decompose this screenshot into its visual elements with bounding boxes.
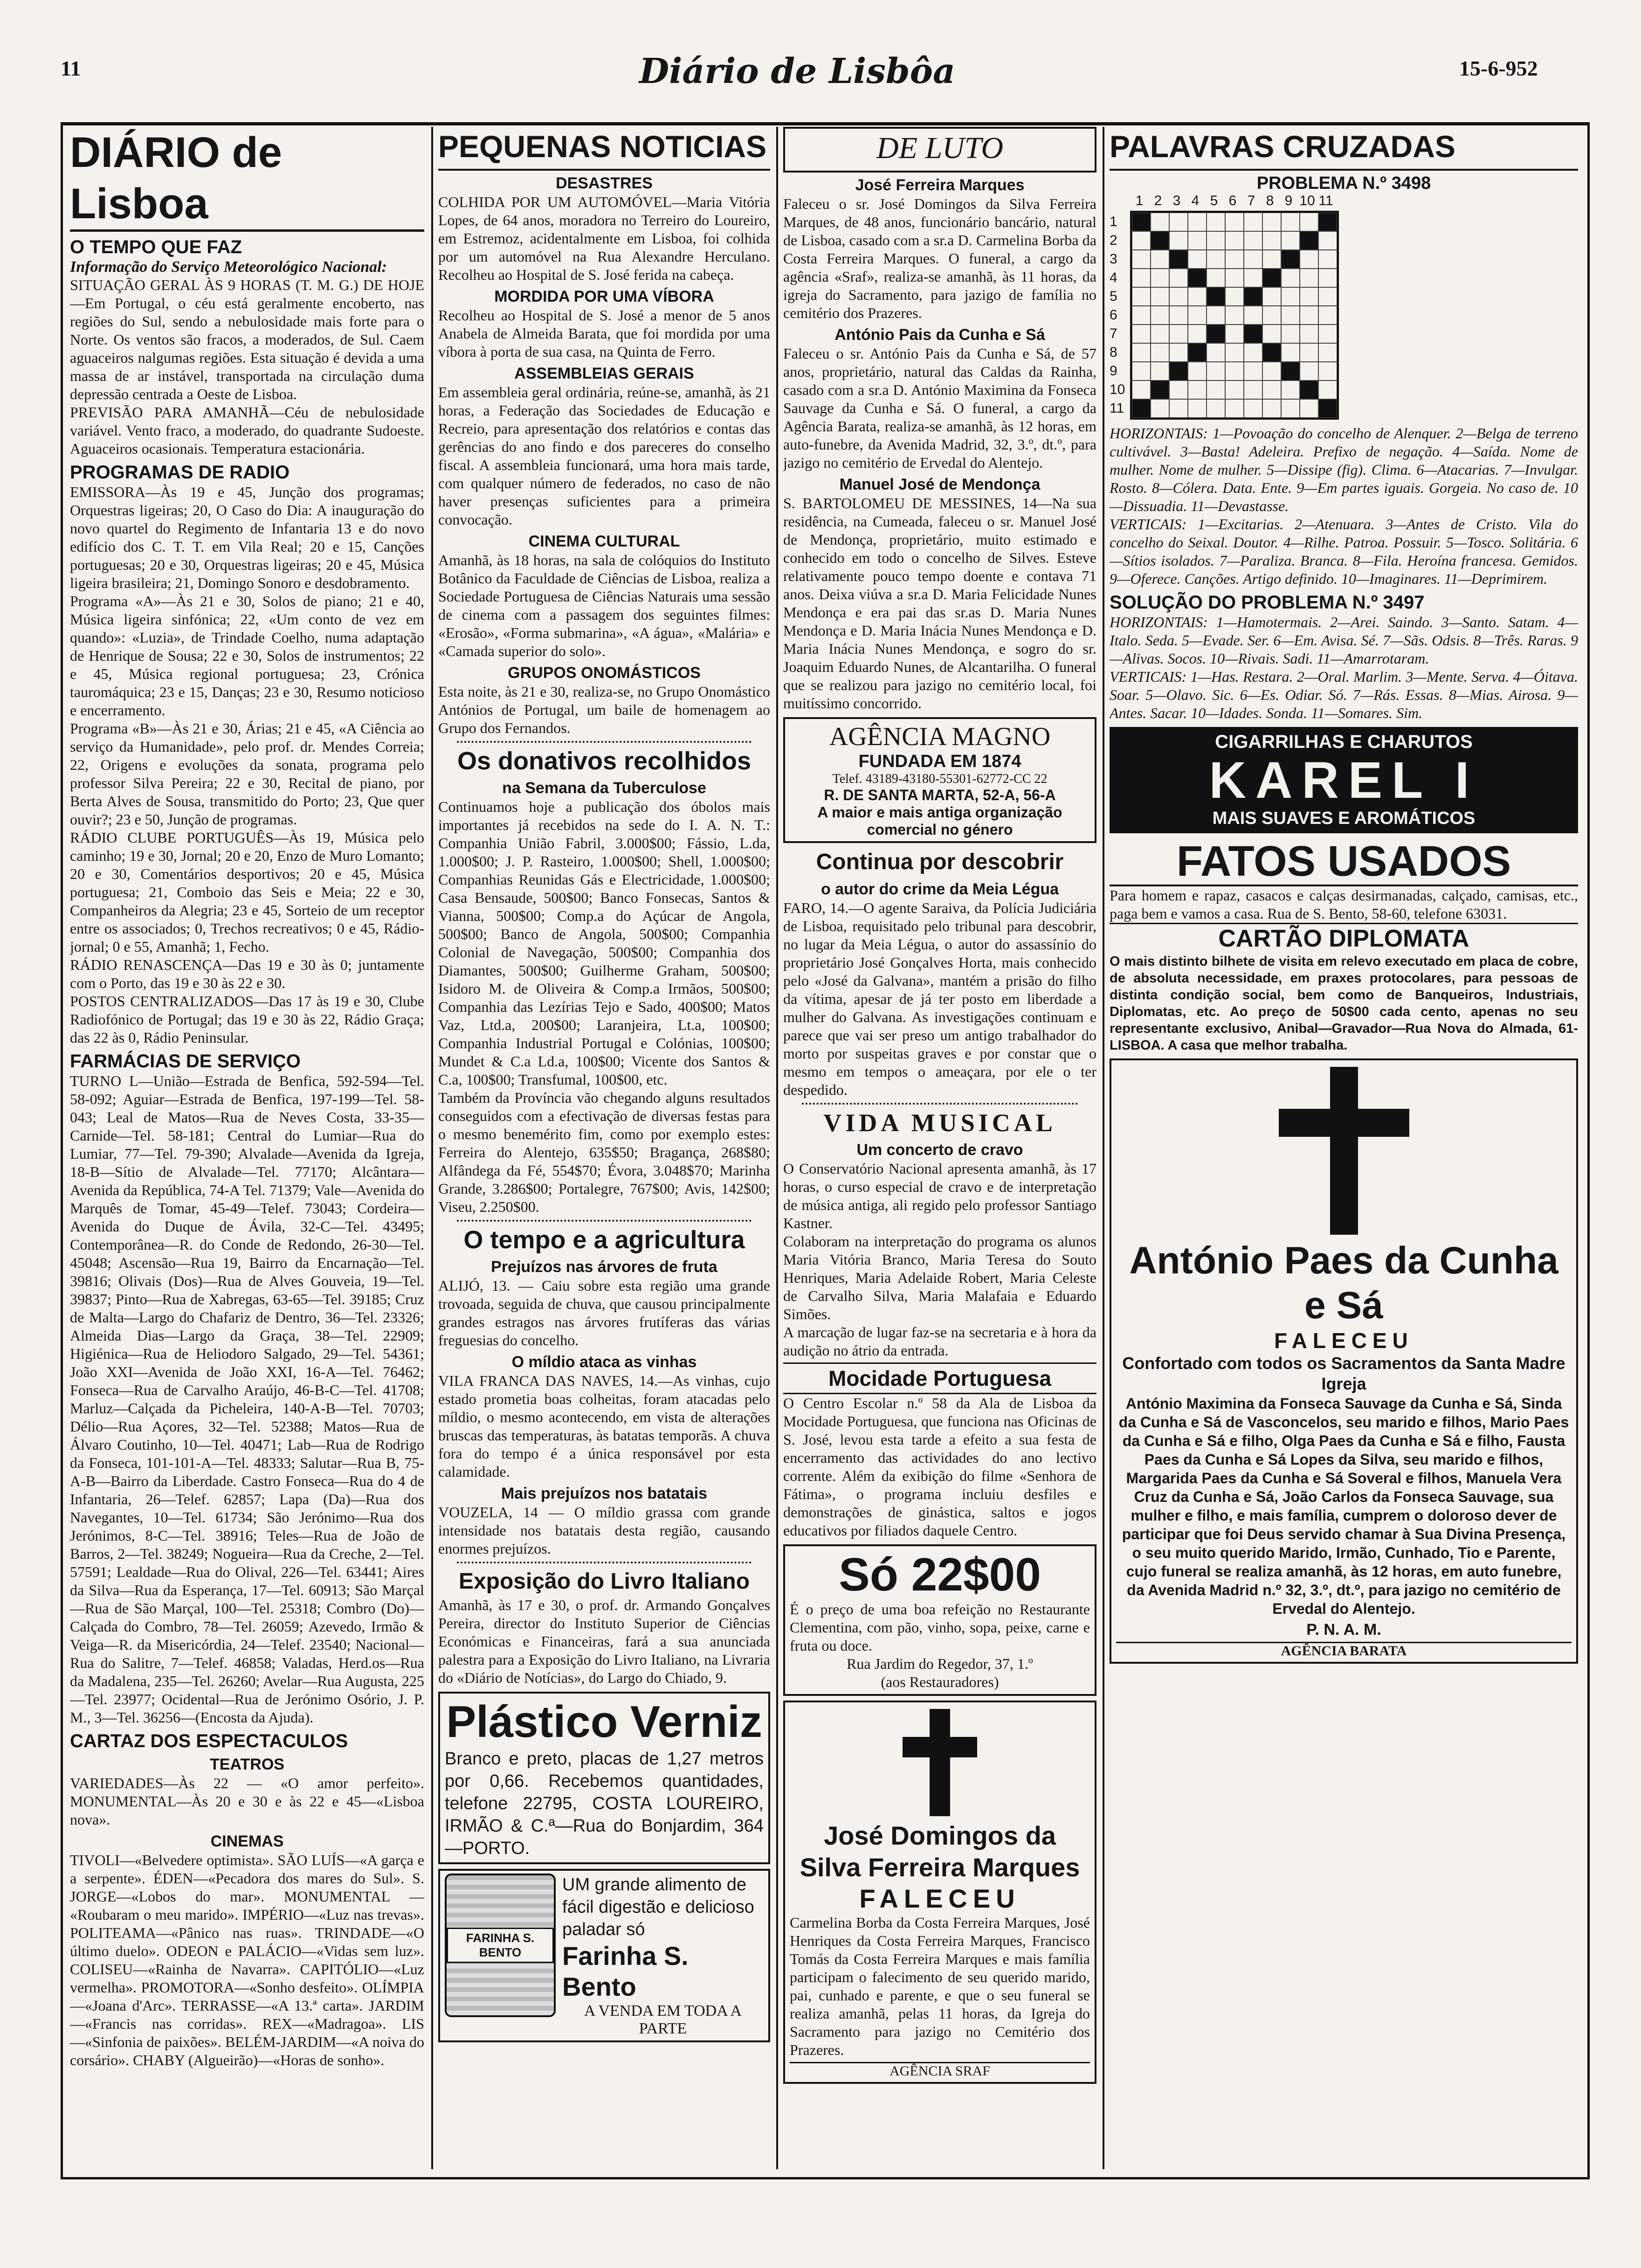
crossword-cell (1207, 325, 1225, 343)
crossword-row-number: 11 (1110, 401, 1124, 416)
crossword-cell (1318, 380, 1337, 399)
crossword-cell (1225, 399, 1244, 418)
crossword-cell (1262, 213, 1281, 231)
vibora-title: MORDIDA POR UMA VÍBORA (494, 288, 714, 305)
crossword-cell (1151, 306, 1169, 325)
assembleias-title: ASSEMBLEIAS GERAIS (514, 365, 694, 382)
crossword-cell (1132, 325, 1151, 343)
crossword-cell (1132, 250, 1151, 269)
crossword-cell (1188, 231, 1207, 250)
masthead: Diário de Lisbôa (639, 51, 955, 91)
crossword-cell (1188, 380, 1207, 399)
crossword-cell (1225, 343, 1244, 362)
crossword-cell (1188, 213, 1207, 231)
crossword-cell (1300, 269, 1318, 287)
crossword-row-number: 6 (1110, 307, 1117, 323)
crossword-cell (1318, 269, 1337, 287)
crossword-col-number: 7 (1247, 193, 1255, 208)
assembleias-text: Em assembleia geral ordinária, reúne-se, amanhã, às 21 horas, a Federação das Sociedades de Educação e Recreio, para apresentação dos relatórios e contas das gerências do ano findo e dos pareceres do conselho fiscal. A assembleia funcionará, uma hora mais tarde, com qualquer número de federados, no caso de não haver presenças suficientes para a primeira convocação. (438, 384, 770, 528)
crossword-cell (1151, 269, 1169, 287)
radio-renascenca: RÁDIO RENASCENÇA—Das 19 e 30 às 0; juntamente com o Porto, das 19 e 30 às 22 e 30. (70, 956, 424, 991)
crossword-cell (1318, 250, 1337, 269)
farinha-ad (438, 1869, 770, 2042)
divider (457, 741, 752, 743)
crossword-cell (1169, 380, 1188, 399)
solucao-verticais: VERTICAIS: 1—Has. Restara. 2—Oral. Marlim. 3—Mente. Serva. 4—Óitava. Soar. 5—Olavo. Sic. 6—Es. Odiar. Só. 7—Rás. Essas. 8—Mias. Airosa. 9—Antes. Sacar. 10—Idades. Sonda. 11—Somares. Sim. (1110, 668, 1578, 721)
funeral-agency: AGÊNCIA SRAF (790, 2062, 1090, 2079)
obit-text-1: Faleceu o sr. José Domingos da Silva Ferreira Marques, de 48 anos, funcionário bancário, natural de Lisboa, casado com a sr.a D. Carmelina Borba da Costa Ferreira Marques. O funeral, a cargo da agência «Sraf», realiza-se amanhã, às 11 horas, da igreja do Sacramento, para jazigo de família no cemitério dos Prazeres. (783, 195, 1096, 321)
crossword-cell (1300, 362, 1318, 380)
grupos-text: Esta noite, às 21 e 30, realiza-se, no Grupo Onomástico Antónios de Portugal, um baile de homenagem ao Grupo dos Fernandos. (438, 683, 770, 736)
crossword-cell (1207, 213, 1225, 231)
vibora-text: Recolheu ao Hospital de S. José a menor de 5 anos Anabela de Almeida Barata, que foi mordida por uma víbora à porta de sua casa, na Quinta de Ferro. (438, 307, 770, 360)
karel-name: KAREL I (1209, 752, 1479, 809)
vida-musical-p1: O Conservatório Nacional apresenta amanhã, às 17 horas, o curso especial de cravo e de interpretação de música antiga, ali regido pelo professor Santiago Kastner. (783, 1160, 1096, 1231)
crossword-cell (1169, 269, 1188, 287)
crossword-cell (1207, 231, 1225, 250)
crossword-col-number: 1 (1135, 193, 1144, 208)
crossword-cell (1151, 325, 1169, 343)
crossword-cell (1132, 343, 1151, 362)
magno-address: R. DE SANTA MARTA, 52-A, 56-A (824, 787, 1056, 803)
crossword-cell (1281, 380, 1300, 399)
crossword-cell (1132, 213, 1151, 231)
crossword-cell (1262, 380, 1281, 399)
crossword-cell (1188, 399, 1207, 418)
radio-emissora: EMISSORA—Às 19 e 45, Junção dos programas; Orquestras ligeiras; 20, O Caso do Dia: A inauguração do novo quartel do Regimento de Infantaria 13 e do novo edifício dos C. T. T. em Vila Real; 20 e 15, Canções portuguesas; 20 e 30, Orquestras ligeiras; 20 e 45, Música ligeira brasileira; 21, Domingo Sonoro e desdobramento. (70, 484, 424, 591)
teatros-title: TEATROS (210, 1756, 284, 1773)
crossword-col-number: 6 (1228, 193, 1237, 208)
crossword-cell (1151, 362, 1169, 380)
crossword-row-number: 1 (1110, 214, 1117, 229)
crossword-cell (1244, 343, 1262, 362)
meia-legua-subtitle: o autor do crime da Meia Légua (820, 880, 1059, 898)
crossword-row-number: 3 (1110, 251, 1117, 267)
tempo-subtitle: Informação do Serviço Meteorológico Nacional: (70, 258, 387, 276)
karel-top: CIGARRILHAS E CHARUTOS (1215, 732, 1473, 752)
crossword-cell (1132, 306, 1151, 325)
crossword-cell (1281, 399, 1300, 418)
crossword-cell (1244, 380, 1262, 399)
donativos-title: Os donativos recolhidos (457, 747, 752, 775)
farmacias-list: TURNO L—União—Estrada de Benfica, 592-594—Tel. 58-092; Aguiar—Estrada de Benfica, 197-199—Tel. 58-043; Leal de Matos—Rua de Neves Costa, 33-35—Carnide—Tel. 58-181; Central do Lumiar—Rua do Lumiar, 77—Tel. 79-390; Alvalade—Avenida da Igreja, 18-B—Sítio de Alvalade—Tel. 77170; Alcântara—Avenida da República, 74-A Tel. 71379; Vale—Avenida do Marquês de Tomar, 45-49—Telef. 73043; Cordeira—Avenida do Duque de Ávila, 32-C—Tel. 43495; Contemporânea—R. do Conde de Redondo, 26-30—Tel. 45048; Ascensão—Rua 19, Bairro da Encarnação—Tel. 39816; Olivais (Dos)—Rua de Alves Gouveia, 19—Tel. 39837; Pinto—Rua de Xabregas, 63-65—Tel. 39185; Cruz de Malta—Largo do Chafariz de Dentro, 36—Tel. 23326; Almeida Dias—Largo da Graça, 38—Tel. 22909; Higiénica—Rua de Heliodoro Salgado, 29—Tel. 54361; João XXI—Avenida de João XXI, 16-A—Tel. 76462; Fonseca—Rua de Carvalho Araújo, 46-B-C—Tel. 41708; Marluz—Calçada da Picheleira, 140-A-B—Tel. 70703; Délio—Rua Açores, 32—Tel. 52388; Matos—Rua de Álvaro Coutinho, 10—Tel. 40471; Lab—Rua de Rodrigo da Fonseca, 101-101-A—Tel. 48333; Salutar—Rua B, 75-A-B—Bairro da Liberdade. Castro Fonseca—Rua do 4 de Infantaria, 26—Telef. 62857; Lapa (Da)—Rua dos Navegantes, 10—Tel. 61734; São Jerónimo—Rua dos Jerónimos, 8-C—Tel. 38916; Teles—Rua de João de Barros, 2—Tel. 38249; Nogueira—Rua da Creche, 2—Tel. 57591; Lealdade—Rua do Olival, 226—Tel. 63441; Aires da Silva—Rua da Esperança, 17—Tel. 60913; São Marçal—Rua de São Marçal, 100—Tel. 25318; Combro (Do)—Calçada do Combro, 78—Tel. 26059; Azevedo, Irmão & Veiga—R. da Misericórdia, 24—Telef. 23540; Nacional—Rua do Salitre, 7—Telef. 46858; Valadas, Herd.os—Rua da Madalena, 235—Tel. 26260; Avelar—Rua Augusta, 225—Tel. 23977; Ocidental—Rua de Jerónimo Osório, J. P. M., 3—Tel. 36256—(Encosta da Ajuda). (70, 1072, 424, 1726)
crossword-cell (1225, 269, 1244, 287)
verticais: VERTICAIS: 1—Excitarias. 2—Atenuara. 3—Antes de Cristo. Vila do concelho do Seixal. Doutor. 4—Rilhe. Patroa. Possuir. 5—Tosco. Solitária. 6—Sítios isolados. 7—Paraliza. Branca. 8—Fila. Heroína francesa. Gemidos. 9—Oferece. Canções. Artigo definido. 10—Imaginares. 11—Deprimirem. (1110, 516, 1578, 587)
column-2 (438, 127, 770, 2169)
crossword-cell (1207, 287, 1225, 306)
crossword-cell (1300, 306, 1318, 325)
farinha-can (445, 1874, 556, 2017)
funeral-signature: P. N. A. M. (1306, 1621, 1381, 1639)
crossword-cell (1151, 380, 1169, 399)
crossword-cell (1188, 343, 1207, 362)
palavras-cruzadas-title: PALAVRAS CRUZADAS (1110, 127, 1578, 171)
agricultura-sub2: O míldio ataca as vinhas (511, 1353, 697, 1371)
crossword-cell (1188, 287, 1207, 306)
obit-text-3: S. BARTOLOMEU DE MESSINES, 14—Na sua residência, na Cumeada, faleceu o sr. Manuel José de Mendonça, proprietário, muito estimado e conhecido em todo o concelho de Silves. Esteve relativamente pouco tempo doente e contava 71 anos. Deixa viúva a sr.a D. Maria Felicidade Nunes Mendonça e era pai das sr.as D. Maria Nunes Mendonça e D. Maria Inácia Nunes Mendonça e D. Maria Inácia Nunes Mendonça, e sogro do sr. Joaquim Eduardo Nunes, de Alcantarilha. O funeral que se realizou para jazigo no cemitério local, foi muitíssimo concorrido. (783, 495, 1096, 712)
grupos-title: GRUPOS ONOMÁSTICOS (508, 664, 701, 682)
column-divider (776, 127, 778, 2169)
crossword-cell (1262, 287, 1281, 306)
crossword-cell (1188, 306, 1207, 325)
magno-ad (783, 717, 1096, 843)
crossword-cell (1300, 231, 1318, 250)
crossword-cell (1207, 306, 1225, 325)
de-luto-title: DE LUTO (783, 127, 1096, 173)
vida-musical-subtitle: Um concerto de cravo (856, 1141, 1023, 1159)
magno-phones: Telef. 43189-43180-55301-62772-CC 22 (832, 772, 1048, 786)
crossword-cell (1151, 399, 1169, 418)
crossword-cell (1151, 343, 1169, 362)
crossword-cell (1318, 231, 1337, 250)
crossword-cell (1318, 306, 1337, 325)
donativos-p2: Também da Província vão chegando alguns resultados conseguidos com a efectivação de diversas festas para o mesmo benemérito fim, como por exemplo estes: Ferreira do Alentejo, 635$50; Bragança, 268$80; Alfândega da Fé, 554$70; Évora, 3.048$70; Marinha Grande, 3.286$00; Portalegre, 767$00; Avis, 142$00; Viseu, 2.250$00. (438, 1089, 770, 1215)
crossword-cell (1169, 399, 1188, 418)
crossword-cell (1207, 380, 1225, 399)
crossword-grid (1130, 211, 1339, 420)
funeral-name: António Paes da Cunha e Sá (1129, 1239, 1558, 1327)
cartaz-title: CARTAZ DOS ESPECTACULOS (70, 1731, 348, 1751)
crossword-cell (1281, 287, 1300, 306)
tempo-title: O TEMPO QUE FAZ (70, 237, 242, 257)
plastico-ad (438, 1692, 770, 1864)
crossword-cell (1244, 269, 1262, 287)
crossword-cell (1188, 250, 1207, 269)
crossword-cell (1262, 269, 1281, 287)
obit-name-2: António Pais da Cunha e Sá (834, 326, 1045, 344)
crossword-cell (1188, 325, 1207, 343)
crossword-cell (1281, 343, 1300, 362)
crossword-col-number: 8 (1266, 193, 1274, 208)
crossword-cell (1225, 213, 1244, 231)
crossword-cell (1244, 325, 1262, 343)
crossword-row-numbers (1110, 213, 1128, 424)
cross-icon (1269, 1067, 1419, 1235)
crossword-cell (1225, 231, 1244, 250)
agricultura-p2: VILA FRANCA DAS NAVES, 14.—As vinhas, cujo estado prometia boas colheitas, foram atacadas pelo míldio, o mesmo acontecendo, em vista de alterações bruscas das temperaturas, às batatas temporãs. A chuva fora do tempo é a única responsável por esta calamidade. (438, 1372, 770, 1480)
teatros-list: VARIEDADES—Às 22 — «O amor perfeito». MONUMENTAL—Às 20 e 30 e às 22 e 45—«Lisboa nova». (70, 1775, 424, 1828)
horizontais: HORIZONTAIS: 1—Povoação do concelho de Alenquer. 2—Belga de terreno cultivável. 3—Basta! Adeleira. Prefixo de negação. 4—Saída. Nome de mulher. Nome de mulher. 5—Dissipe (fig). Clima. 6—Atacarias. 7—Invulgar. Rosto. 8—Cólera. Data. Ente. 9—Em partes iguais. Gorgeia. No caso de. 10—Dissuadia. 11—Devastasse. (1110, 425, 1578, 514)
agricultura-title: O tempo e a agricultura (463, 1226, 745, 1254)
cinema-cultural-title: CINEMA CULTURAL (528, 532, 680, 550)
donativos-p1: Continuamos hoje a publicação dos óbolos mais importantes já recebidos na sede do I. A. N. T.: Companhia União Fabril, 3.000$00; Fássio, L.da, 1.000$00; J. P. Rasteiro, 1.000$00; Shell, 1.000$00; Companhias Reunidas Gás e Electricidade, 1.000$00; Casa Bensaude, 500$00; Banco Fonsecas, Santos & Vianna, 500$00; Comp.a do Açúcar de Angola, 500$00; Banco de Angola, 500$00; Companhia Colonial de Navegação, 500$00; Companhia dos Diamantes, 500$00; Guilherme Graham, 500$00; Isidoro M. de Oliveira & Comp.a Irmãos, 500$00; Companhia das Lezírias Tejo e Sado, 400$00; Matos Vaz, Ltd.a, 200$00; Laranjeira, Lt.a, 100$00; Companhia Industrial Portugal e Colónias, 100$00; Mundet & C.a Ld.a, 100$00; Vicente dos Santos & C.a, 100$00; Transfumal, 100$00, etc. (438, 798, 770, 1088)
crossword-cell (1151, 287, 1169, 306)
meia-legua-text: FARO, 14.—O agente Saraiva, da Polícia Judiciária de Lisboa, requisitado pelo tribunal para descobrir, no lugar da Meia Légua, o autor do assassínio do proprietário José Gonçalves Horta, mais conhecido pelo «José da Galvana», mantém a prisão do filho da vítima, apesar de já ter posto em liberdade a mulher do Galvana. As investigações continuam e parece que vai ser preso um antigo trabalhador do morto por suspeitas graves e por constar que o mesmo em tempos o ameaçara, por ele o ter despedido. (783, 899, 1096, 1098)
crossword-cell (1151, 213, 1169, 231)
column-3 (783, 127, 1096, 2169)
karel-ad (1110, 727, 1578, 833)
crossword-col-number: 11 (1318, 193, 1333, 208)
funeral-text: Carmelina Borba da Costa Ferreira Marques, José Henriques da Costa Ferreira Marques, Francisco Tomás da Costa Ferreira Marques e mais família participam o falecimento de seu querido marido, pai, cunhado e parente, e que o seu funeral se realiza amanhã, pelas 11 horas, da Igreja do Sacramento para jazigo no Cemitério dos Prazeres. (790, 1914, 1090, 2058)
crossword-row-number: 9 (1110, 363, 1117, 379)
crossword-cell (1281, 231, 1300, 250)
restaurante-note: (aos Restauradores) (881, 1673, 999, 1690)
crossword-cell (1300, 287, 1318, 306)
donativos-subtitle: na Semana da Tuberculose (502, 779, 706, 797)
crossword-cell (1318, 399, 1337, 418)
crossword-col-number: 9 (1284, 193, 1293, 208)
restaurante-ad (783, 1544, 1096, 1696)
crossword-cell (1262, 362, 1281, 380)
crossword-cell (1207, 250, 1225, 269)
crossword-cell (1300, 399, 1318, 418)
farinha-can-label: FARINHA S. BENTO (447, 1928, 554, 1963)
column-4 (1110, 127, 1578, 2169)
column-1 (70, 127, 424, 2169)
funeral-confortado: Confortado com todos os Sacramentos da Santa Madre Igreja (1122, 1354, 1565, 1393)
cinemas-title: CINEMAS (210, 1832, 284, 1850)
meia-legua-title: Continua por descobrir (816, 850, 1064, 874)
crossword-cell (1132, 269, 1151, 287)
solucao-horizontais: HORIZONTAIS: 1—Hamotermais. 2—Arei. Saindo. 3—Santo. Satam. 4—Italo. Seda. 5—Evade. Ser. 6—Em. Avisa. Sé. 7—Sãs. Odsis. 8—Três. Raras. 9—Alivas. Socos. 10—Rivais. Sadi. 11—Amarrotaram. (1110, 614, 1578, 667)
crossword-cell (1151, 231, 1169, 250)
agricultura-p1: ALIJÓ, 13. — Caiu sobre esta região uma grande trovoada, seguida de chuva, que causou principalmente grandes estragos nas árvores frutíferas das várias freguesias do concelho. (438, 1277, 770, 1348)
issue-date: 15-6-952 (1459, 56, 1538, 80)
crossword-cell (1300, 213, 1318, 231)
crossword-cell (1207, 269, 1225, 287)
crossword-cell (1132, 380, 1151, 399)
crossword-row-number: 8 (1110, 345, 1117, 360)
crossword-cell (1262, 231, 1281, 250)
column-divider (1103, 127, 1104, 2169)
farinha-brand: Farinha S. Bento (562, 1941, 689, 2001)
exposicao-title: Exposição do Livro Italiano (458, 1569, 750, 1594)
crossword-cell (1262, 343, 1281, 362)
crossword-cell (1207, 399, 1225, 418)
funeral-name: José Domingos da Silva Ferreira Marques (800, 1821, 1080, 1882)
diario-logo: DIÁRIO de Lisboa (70, 127, 424, 232)
diplomata-title: CARTÃO DIPLOMATA (1110, 923, 1578, 953)
crossword-cell (1318, 287, 1337, 306)
crossword-cell (1300, 325, 1318, 343)
divider (457, 1220, 752, 1222)
vida-musical-p3: A marcação de lugar faz-se na secretaria e à hora da audição no átrio da entrada. (783, 1324, 1096, 1359)
plastico-text: Branco e preto, placas de 1,27 metros por 0,66. Recebemos quantidades, telefone 22795, COSTA LOUREIRO, IRMÃO & C.ª—Rua do Bonjardim, 364—PORTO. (445, 1749, 764, 1858)
vida-musical-p2: Colaboram na interpretação do programa os alunos Maria Vitória Branco, Maria Teresa do Souto Henriques, Maria Adelaide Robert, Maria Celeste de Carvalho Silva, Maria Malafaia e Eduardo Simões. (783, 1233, 1096, 1322)
crossword-cell (1169, 213, 1188, 231)
crossword-cell (1262, 306, 1281, 325)
crossword-cell (1225, 250, 1244, 269)
desastres-text: COLHIDA POR UM AUTOMÓVEL—Maria Vitória Lopes, de 64 anos, moradora no Terreiro do Loureiro, em Estremoz, acidentalmente em Lisboa, foi colhida por um automóvel na Rua Alexandre Herculano. Recolheu ao Hospital de S. José ferida na cabeça. (438, 194, 770, 283)
funeral-notice-cunha (1110, 1058, 1578, 1664)
divider (457, 1562, 752, 1563)
crossword-cell (1300, 380, 1318, 399)
crossword-col-number: 3 (1172, 193, 1181, 208)
divider (802, 1103, 1078, 1105)
crossword-cell (1318, 213, 1337, 231)
crossword-cell (1262, 325, 1281, 343)
crossword-cell (1262, 250, 1281, 269)
funeral-faleceu: FALECEU (859, 1884, 1020, 1913)
radio-clube: RÁDIO CLUBE PORTUGUÊS—Às 19, Música pelo caminho; 19 e 30, Jornal; 20 e 20, Enzo de Muro Lomanto; 20 e 30, Comentários desportivos; 20 e 45, Música portuguesa; 21, Comboio das Seis e Meia; 22 e 30, Companheiros da Alegria; 23 e 45, Sorteio de um receptor entre os associados; 0, Trechos recreativos; 0 e 45, Rádio-jornal; 0 e 55, Amanhã; 1, Fecho. (70, 829, 424, 955)
plastico-title: Plástico Verniz (446, 1697, 762, 1747)
crossword-row-number: 2 (1110, 233, 1117, 248)
mocidade-title: Mocidade Portuguesa (783, 1362, 1096, 1394)
radio-postos: POSTOS CENTRALIZADOS—Das 17 às 19 e 30, Clube Radiofónico de Portugal; das 19 e 30 às 22, Rádio Graça; das 22 às 0, Rádio Peninsular. (70, 993, 424, 1046)
restaurante-address: Rua Jardim do Regedor, 37, 1.º (847, 1655, 1033, 1672)
crossword-cell (1225, 325, 1244, 343)
solucao-title: SOLUÇÃO DO PROBLEMA N.º 3497 (1110, 592, 1425, 613)
agricultura-sub1: Prejuízos nas árvores de fruta (491, 1258, 717, 1276)
tempo-situacao: SITUAÇÃO GERAL ÀS 9 HORAS (T. M. G.) DE HOJE—Em Portugal, o céu está geralmente encoberto, nas regiões do Sul, sendo a nebulosidade mais forte para o Norte. Os ventos são fracos, a moderados, de Sul. Caem aguaceiros nalgumas regiões. Esta situação é devida a uma massa de ar instável, transportada na circulação duma depressão centrada a Oeste de Lisboa. (70, 277, 424, 402)
karel-bottom: MAIS SUAVES E AROMÁTICOS (1212, 809, 1476, 828)
crossword-cell (1281, 325, 1300, 343)
crossword-col-numbers (1130, 193, 1335, 209)
restaurante-price: Só 22$00 (839, 1549, 1041, 1601)
funeral-notice-marques (783, 1701, 1096, 2084)
obit-text-2: Faleceu o sr. António Pais da Cunha e Sá, de 57 anos, proprietário, natural das Caldas da Rainha, casado com a sr.a D. António Maximina da Fonseca Sauvage da Cunha e Sá. O funeral, a cargo da Agência Barata, realiza-se amanhã, às 12 horas, em auto-funebre, da Avenida Madrid, 32, 3.º, dt.º, para jazigo no cemitério de Ervedal do Alentejo. (783, 345, 1096, 471)
crossword-cell (1151, 250, 1169, 269)
crossword-cell (1244, 231, 1262, 250)
crossword-cell (1281, 362, 1300, 380)
crossword-cell (1318, 362, 1337, 380)
crossword-cell (1169, 325, 1188, 343)
crossword-cell (1188, 269, 1207, 287)
crossword-cell (1132, 287, 1151, 306)
crossword-row-number: 10 (1110, 382, 1125, 397)
fatos-title: FATOS USADOS (1110, 838, 1578, 886)
crossword-cell (1244, 213, 1262, 231)
farinha-text: UM grande alimento de fácil digestão e delicioso paladar só (562, 1875, 754, 1939)
cross-icon (893, 1709, 986, 1816)
cinema-cultural-text: Amanhã, às 18 horas, na sala de colóquios do Instituto Botânico da Faculdade de Ciências de Lisboa, realiza a Sociedade Portuguesa de Ciências Naturais uma sessão de cinema com a passagem dos seguintes filmes: «Erosão», «Forma submarina», «A água», «Malária» e «Camada superior do solo». (438, 552, 770, 659)
crossword-row-number: 4 (1110, 270, 1117, 285)
crossword-cell (1225, 380, 1244, 399)
crossword-cell (1169, 287, 1188, 306)
desastres-title: DESASTRES (556, 174, 653, 192)
diplomata-text: O mais distinto bilhete de visita em relevo executado em placa de cobre, de absoluta necessidade, em praxes protocolares, para pessoas de distinta condição social, bem como de Banqueiros, Industriais, Diplomatas, etc. Ao preço de 50$00 cada cento, apenas no seu representante exclusivo, Anibal—Gravador—Rua Nova do Almada, 61-LISBOA. A casa que melhor trabalha. (1110, 954, 1578, 1053)
crossword-cell (1207, 362, 1225, 380)
magno-founded: FUNDADA EM 1874 (858, 752, 1021, 771)
agricultura-sub3: Mais prejuízos nos batatais (501, 1485, 708, 1502)
funeral-faleceu: FALECEU (1274, 1328, 1413, 1353)
tempo-previsao: PREVISÃO PARA AMANHÃ—Céu de nebulosidade variável. Vento fraco, a moderado, do quadrante Sudoeste. Aguaceiros ocasionais. Temperatura estacionária. (70, 404, 424, 457)
crossword-col-number: 10 (1299, 193, 1315, 208)
crossword-col-number: 5 (1210, 193, 1218, 208)
problema-title: PROBLEMA N.º 3498 (1256, 173, 1431, 193)
crossword-cell (1132, 231, 1151, 250)
radio-programa-a: Programa «A»—Às 21 e 30, Solos de piano; 21 e 40, Música ligeira sinfónica; 22, «Um conto de vez em quando»: «Luzia», de Trindade Coelho, numa adaptação de Henrique de Sousa; 22 e 30, Solos de instrumentos; 22 e 45, Música regional portuguesa; 23, Crónica tauromáquica; 23 e 15, Danças; 23 e 30, Resumo noticioso e encerramento. (70, 593, 424, 719)
farmacias-title: FARMÁCIAS DE SERVIÇO (70, 1051, 301, 1072)
restaurante-text: É o preço de uma boa refeição no Restaurante Clementina, com pão, vinho, sopa, peixe, carne e fruta ou doce. (790, 1601, 1090, 1654)
crossword-row-number: 5 (1110, 289, 1117, 304)
crossword-cell (1244, 362, 1262, 380)
radio-title: PROGRAMAS DE RADIO (70, 462, 290, 483)
crossword-cell (1244, 250, 1262, 269)
crossword-cell (1169, 231, 1188, 250)
mocidade-text: O Centro Escolar n.º 58 da Ala de Lisboa da Mocidade Portuguesa, que funciona nas Oficinas de S. José, levou esta tarde a efeito a sua festa de encerramento das actividades do ano lectivo corrente. Além da exibição do filme «Senhora de Fátima», o programa incluiu desfiles e demonstrações de ginástica, saltos e jogos educativos por filiados daquele Centro. (783, 1395, 1096, 1539)
cinemas-list: TIVOLI—«Belvedere optimista». SÃO LUÍS—«A garça e a serpente». ÉDEN—«Pecadora dos mares do Sul». S. JORGE—«Lobos do mar». MONUMENTAL — «Roubaram o meu marido». IMPÉRIO—«Luz nas trevas». POLITEAMA—«Pânico nas ruas». TRINDADE—«O último duelo». ODEON e PALÁCIO—«Vidas sem luz». COLISEU—«Rainha de Navarra». CAPITÓLIO—«Luz vermelha». PROMOTORA—«Sonho desfeito». OLÍMPIA—«Joana d'Arc». TERRASSE—«A 13.ª carta». JARDIM—«Francis nas corridas». REX—«Madragoa». LIS—«Sinfonia de paixões». BELÉM-JARDIM—«A noiva do corsário». CHABY (Algueirão)—«Horas de sonho». (70, 1852, 424, 2068)
exposicao-text: Amanhã, às 17 e 30, o prof. dr. Armando Gonçalves Pereira, director do Instituto Superior de Ciências Económicas e Financeiras, fará a sua anunciada palestra para a Exposição do Livro Italiano, na Livraria do «Diário de Notícias», do Largo do Chiado, 9. (438, 1597, 770, 1686)
column-divider (431, 127, 433, 2169)
crossword-cell (1244, 399, 1262, 418)
crossword-col-number: 2 (1154, 193, 1162, 208)
radio-programa-b: Programa «B»—Às 21 e 30, Árias; 21 e 45, «A Ciência ao serviço da Humanidade», pelo prof. dr. Mendes Correia; 22, Origens e evoluções da sonata, programa pelo professor Silva Pereira; 22 e 30, Recital de piano, por Berta Alves de Sousa, transmitido do Porto; 23, Que quer ouvir?; 23 e 50, Junção de programas. (70, 720, 424, 828)
crossword-cell (1281, 306, 1300, 325)
crossword-cell (1262, 399, 1281, 418)
vida-musical-title: VIDA MUSICAL (823, 1109, 1056, 1137)
crossword-cell (1244, 306, 1262, 325)
crossword-cell (1244, 287, 1262, 306)
crossword-cell (1188, 362, 1207, 380)
crossword-cell (1318, 343, 1337, 362)
obit-name-1: José Ferreira Marques (855, 176, 1025, 194)
crossword-cell (1300, 250, 1318, 269)
crossword-cell (1281, 250, 1300, 269)
crossword-cell (1225, 287, 1244, 306)
crossword-cell (1281, 213, 1300, 231)
crossword-cell (1169, 362, 1188, 380)
funeral-agency: AGÊNCIA BARATA (1116, 1642, 1572, 1659)
funeral-text: António Maximina da Fonseca Sauvage da Cunha e Sá, Sinda da Cunha e Sá de Vasconcelos, seu marido e filhos, Mario Paes da Cunha e Sá e filho, Olga Paes da Cunha e Sá e filho, Fausta Paes da Cunha e Sá Lopes da Silva, seu marido e filhos, Margarida Paes da Cunha e Sá Soveral e filhos, Manuela Vera Cruz da Cunha e Sá, João Carlos da Fonseca Sauvage, sua mulher e filho, e mais família, cumprem o doloroso dever de participar que foi Deus servido chamar à Sua Divina Presença, o seu muito querido Marido, Irmão, Cunhado, Tio e Parente, cujo funeral se realiza amanhã, às 12 horas, em auto funebre, da Avenida Madrid n.º 32, 3.º, dt.º, para jazigo no cemitério de Ervedal do Alentejo. (1118, 1395, 1569, 1617)
crossword-cell (1281, 269, 1300, 287)
magno-name: AGÊNCIA MAGNO (829, 722, 1051, 751)
crossword-cell (1169, 306, 1188, 325)
crossword-cell (1300, 343, 1318, 362)
crossword-row-number: 7 (1110, 326, 1117, 341)
crossword-cell (1169, 250, 1188, 269)
crossword-col-number: 4 (1191, 193, 1200, 208)
obit-name-3: Manuel José de Mendonça (839, 476, 1041, 493)
crossword-cell (1169, 343, 1188, 362)
pequenas-noticias-title: PEQUENAS NOTICIAS (438, 127, 770, 171)
crossword-cell (1225, 362, 1244, 380)
agricultura-p3: VOUZELA, 14 — O míldio grassa com grande intensidade nos batatais desta região, causando enormes prejuízos. (438, 1504, 770, 1557)
farinha-footer: A VENDA EM TODA A PARTE (584, 2002, 742, 2037)
crossword-cell (1318, 325, 1337, 343)
magno-slogan: A maior e mais antiga organização comercial no género (817, 804, 1062, 838)
crossword-cell (1207, 343, 1225, 362)
page-number: 11 (61, 56, 81, 80)
crossword-cell (1132, 399, 1151, 418)
crossword-cell (1132, 362, 1151, 380)
crossword-cell (1225, 306, 1244, 325)
fatos-text: Para homem e rapaz, casacos e calças desirmanadas, calçado, camisas, etc., paga bem e vamos a casa. Rua de S. Bento, 58-60, telefone 63031. (1110, 887, 1578, 922)
